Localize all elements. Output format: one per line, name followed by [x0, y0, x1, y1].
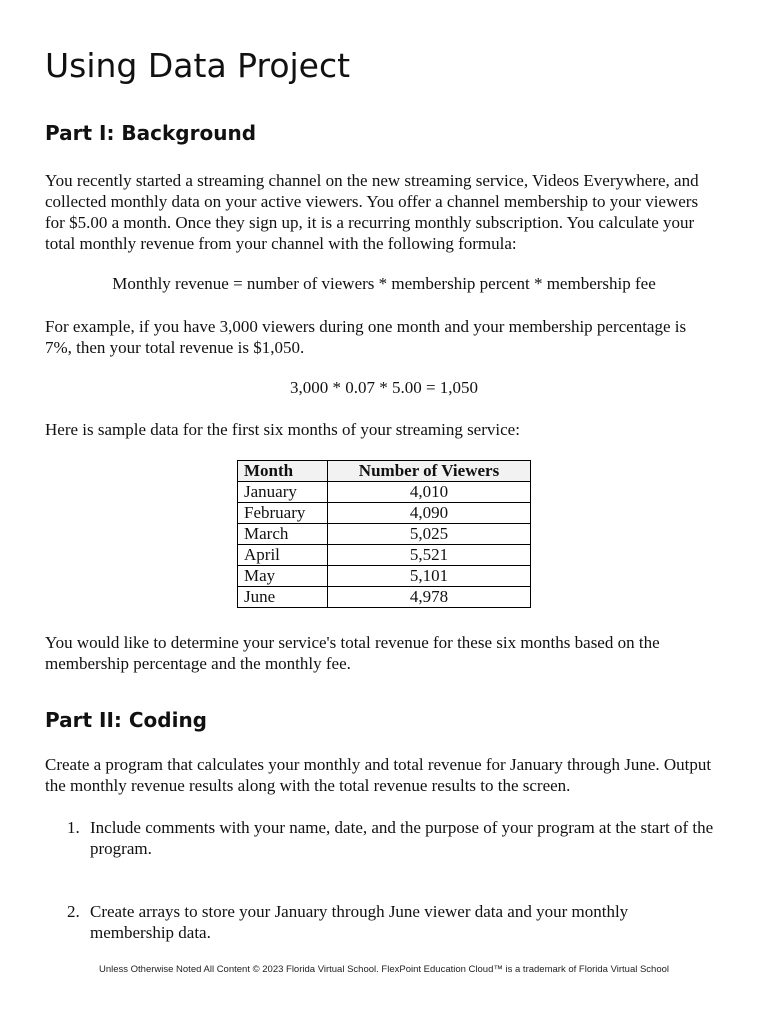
part1-intro: You recently started a streaming channel on the new streaming service, Videos Everywhere, and collected monthly data on your active viewers. You offer a channel membership to your viewers for $5.00 a month. Once they sign up, it is a recurring monthly subscription. You calculate your total monthly revenue from your channel with the following formula:	[45, 171, 699, 253]
viewers-cell: 4,010	[328, 482, 531, 503]
column-header-month: Month	[238, 461, 328, 482]
table-row	[238, 503, 531, 524]
table-row	[238, 566, 531, 587]
month-cell: June	[238, 587, 328, 608]
table-row	[238, 545, 531, 566]
copyright-footer: Unless Otherwise Noted All Content © 2023 Florida Virtual School. FlexPoint Education Cloud™ is a trademark of Florida Virtual School	[98, 964, 670, 975]
list-number: 1.	[67, 818, 80, 837]
list-number: 2.	[67, 902, 80, 921]
viewers-cell: 5,101	[328, 566, 531, 587]
month-cell: March	[238, 524, 328, 545]
list-text: Create arrays to store your January through June viewer data and your monthly membership data.	[90, 902, 629, 942]
month-cell: February	[238, 503, 328, 524]
month-cell: April	[238, 545, 328, 566]
viewers-cell: 5,521	[328, 545, 531, 566]
list-text: Include comments with your name, date, and the purpose of your program at the start of the program.	[90, 818, 714, 858]
column-header-viewers: Number of Viewers	[328, 461, 531, 482]
example-paragraph: For example, if you have 3,000 viewers during one month and your membership percentage is 7%, then your total revenue is $1,050.	[45, 317, 687, 357]
viewers-cell: 4,978	[328, 587, 531, 608]
table-header-row	[238, 461, 531, 482]
example-calculation: 3,000 * 0.07 * 5.00 = 1,050	[289, 378, 479, 397]
viewers-cell: 4,090	[328, 503, 531, 524]
part2-heading: Part II: Coding	[45, 708, 207, 732]
revenue-formula: Monthly revenue = number of viewers * membership percent * membership fee	[112, 274, 656, 293]
viewers-table	[237, 460, 531, 608]
part2-intro: Create a program that calculates your monthly and total revenue for January through June. Output the monthly revenue results along with the total revenue results to the screen.	[45, 755, 712, 795]
page-title: Using Data Project	[45, 46, 351, 85]
viewers-cell: 5,025	[328, 524, 531, 545]
part1-closing: You would like to determine your service's total revenue for these six months based on the membership percentage and the monthly fee.	[45, 633, 660, 673]
table-row	[238, 587, 531, 608]
part1-heading: Part I: Background	[45, 121, 257, 145]
table-row	[238, 482, 531, 503]
table-row	[238, 524, 531, 545]
table-intro: Here is sample data for the first six months of your streaming service:	[45, 420, 520, 439]
month-cell: January	[238, 482, 328, 503]
month-cell: May	[238, 566, 328, 587]
